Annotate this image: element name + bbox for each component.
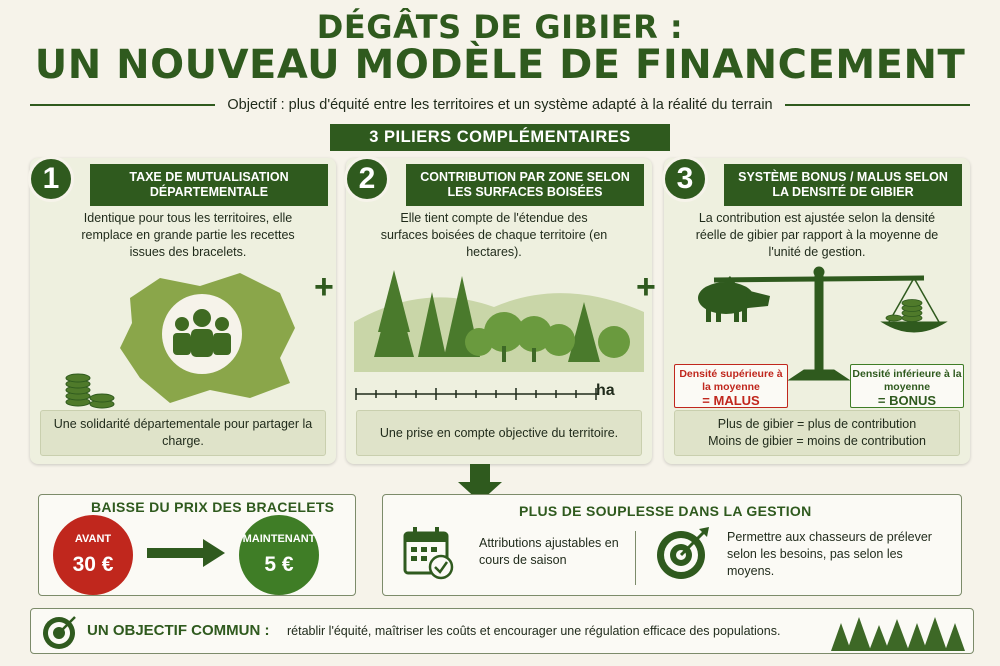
pillar-card-1 <box>30 158 336 464</box>
price-now-label: MAINTENANT <box>242 533 316 545</box>
pillar-number-3: 3 <box>662 156 708 202</box>
goal-bar <box>30 608 974 654</box>
subtitle: Objectif : plus d'équité entre les territoires et un système adapté à la réalité du terrain <box>227 97 773 113</box>
pillar-title-3: SYSTÈME BONUS / MALUS SELON LA DENSITÉ DE GIBIER <box>724 164 962 206</box>
price-now-value: 5 € <box>264 553 294 576</box>
department-map-icon <box>90 258 310 408</box>
calendar-check-icon <box>403 525 455 581</box>
pillar-title-2: CONTRIBUTION PAR ZONE SELON LES SURFACES BOISÉES <box>406 164 644 206</box>
pillar-footer-3-line2: Moins de gibier = moins de contribution <box>708 434 926 448</box>
arrow-right-icon <box>147 537 227 569</box>
pillar-description-1: Identique pour tous les territoires, elle remplace en grande partie les recettes issues des bracelets. <box>81 211 295 259</box>
pillar-number-1: 1 <box>28 156 74 202</box>
pillar-footer-2: Une prise en compte objective du territoire. <box>356 410 642 456</box>
malus-badge <box>674 364 788 408</box>
coins-icon <box>64 366 118 410</box>
price-before-circle <box>53 515 133 595</box>
flexibility-box-title: PLUS DE SOUPLESSE DANS LA GESTION <box>519 503 812 519</box>
divider-right <box>785 104 970 106</box>
plus-sign-1: + <box>314 268 334 306</box>
coins-stack-icon <box>886 300 922 322</box>
pillar-title-1: TAXE DE MUTUALISATION DÉPARTEMENTALE <box>90 164 328 206</box>
pillar-description-3: La contribution est ajustée selon la densité réelle de gibier par rapport à la moyenne de l'unité de gestion. <box>695 211 939 259</box>
target-icon <box>655 525 711 581</box>
trees-icon <box>831 613 971 653</box>
hectare-unit: ha <box>596 382 615 399</box>
boar-icon <box>698 276 770 322</box>
pillar-footer-3 <box>674 410 960 456</box>
flexibility-divider <box>635 531 636 585</box>
pillars-banner: 3 PILIERS COMPLÉMENTAIRES <box>330 124 670 151</box>
divider-left <box>30 104 215 106</box>
price-now-circle <box>239 515 319 595</box>
price-before-label: AVANT <box>74 533 112 545</box>
flexibility-item-1: Attributions ajustables en cours de saison <box>479 536 619 567</box>
pillar-description-2: Elle tient compte de l'étendue des surfaces boisées de chaque territoire (en hectares). <box>380 211 608 259</box>
pillar-card-3 <box>664 158 970 464</box>
malus-label: Densité supérieure à la moyenne <box>679 368 783 393</box>
forest-illustration <box>354 262 644 372</box>
flexibility-box <box>382 494 962 596</box>
subtitle-row <box>30 94 970 116</box>
price-before-value: 30 € <box>72 553 114 576</box>
bonus-badge <box>850 364 964 408</box>
plus-sign-2: + <box>636 268 656 306</box>
malus-value: = MALUS <box>702 393 760 409</box>
bonus-label: Densité inférieure à la moyenne <box>852 368 962 393</box>
pillar-footer-1: Une solidarité départementale pour partager la charge. <box>40 410 326 456</box>
goal-text: rétablir l'équité, maîtriser les coûts et encourager une régulation efficace des populations. <box>287 624 781 638</box>
goal-target-icon <box>41 614 79 650</box>
title-line-2: UN NOUVEAU MODÈLE DE FINANCEMENT <box>34 42 966 88</box>
pillar-card-2 <box>346 158 652 464</box>
goal-label: UN OBJECTIF COMMUN : <box>87 622 270 639</box>
price-box <box>38 494 356 596</box>
price-box-title: BAISSE DU PRIX DES BRACELETS <box>91 499 335 515</box>
hectare-scale <box>354 384 604 404</box>
bonus-value: = BONUS <box>877 393 937 409</box>
flexibility-item-2: Permettre aux chasseurs de prélever selon les besoins, pas selon les moyens. <box>727 530 932 578</box>
title-line-1: DÉGÂTS DE GIBIER : <box>316 8 684 46</box>
pillar-footer-3-line1: Plus de gibier = plus de contribution <box>717 417 917 432</box>
pillar-number-2: 2 <box>344 156 390 202</box>
